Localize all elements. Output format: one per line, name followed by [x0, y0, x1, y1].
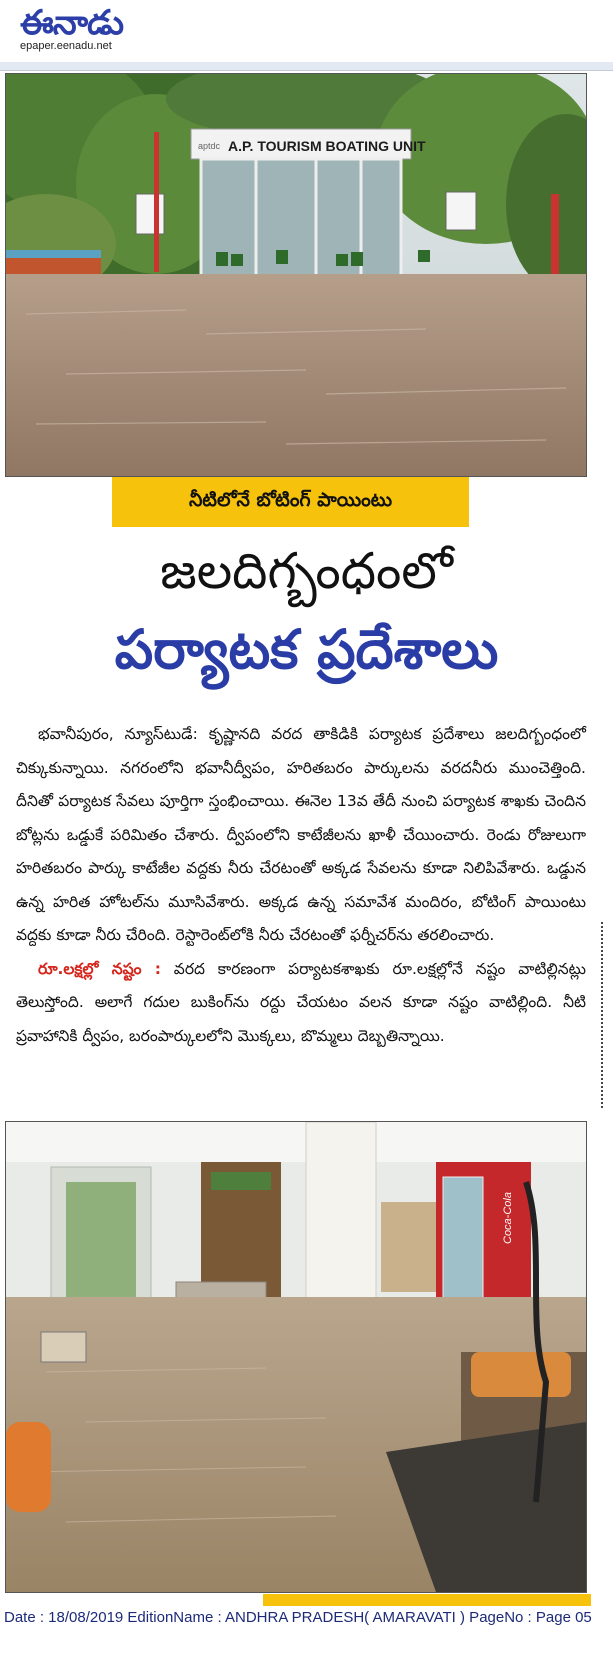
article-paragraph-2	[16, 953, 586, 1054]
headline-line-2: పర్యాటక ప్రదేశాలు	[114, 618, 499, 681]
photo-caption-box	[112, 477, 469, 527]
page-footer: Date : 18/08/2019 EditionName : ANDHRA PRADESH( AMARAVATI ) PageNo : Page 05	[4, 1609, 592, 1626]
loss-subhead: రూ.లక్షల్లో నష్టం :	[38, 959, 161, 978]
bottom-accent-bar	[263, 1594, 591, 1606]
masthead	[20, 4, 140, 60]
article-body	[16, 718, 586, 1053]
flooded-boating-unit-photo	[5, 73, 587, 477]
aptdc-sign-logo: aptdc	[198, 141, 221, 151]
photo-caption: నీటిలోనే బోటింగ్ పాయింటు	[188, 488, 393, 511]
article-paragraph-2-text: వరద కారణంగా పర్యాటకశాఖకు రూ.లక్షల్లోనే నష్టం వాటిల్లినట్లు తెలుస్తోంది. అలాగే గదుల బుకింగ్‌ను రద్దు చేయటం వలన కూడా నష్టం వాటిల్లింది. నీటి ప్రవాహానికి ద్వీపం, బరంపార్కులలోని మొక్కలు, బొమ్మలు దెబ్బతిన్నాయి.	[16, 959, 586, 1045]
epaper-url[interactable]: epaper.eenadu.net	[20, 40, 112, 52]
coca-cola-label: Coca-Cola	[502, 1192, 514, 1244]
boating-unit-sign: A.P. TOURISM BOATING UNIT	[228, 138, 426, 154]
flooded-restaurant-photo	[5, 1121, 587, 1593]
eenadu-logo[interactable]: ఈనాడు	[20, 3, 124, 43]
header-rule	[0, 62, 613, 71]
article-paragraph-1: భవానీపురం, న్యూస్‌టుడే: కృష్ణానది వరద తాకిడికి పర్యాటక ప్రదేశాలు జలదిగ్బంధంలో చిక్కుకున్నాయి. నగరంలోని భవానీద్వీపం, హరితబరం పార్కులను వరదనీరు ముంచెత్తింది. దీనితో పర్యాటక సేవలు పూర్తిగా స్తంభించాయి. ఈనెల 13వ తేదీ నుంచి పర్యాటక శాఖకు చెందిన బోట్లను ఒడ్డుకే పరిమితం చేశారు. ద్వీపంలోని కాటేజీలను ఖాళీ చేయించారు. రెండు రోజులుగా హరితబరం పార్కు కాటేజీల వద్దకు నీరు చేరటంతో అక్కడ సేవలను కూడా నిలిపివేశారు. ఒడ్డున ఉన్న హరిత హోటల్‌ను మూసివేశారు. అక్కడ ఉన్న సమావేశ మందిరం, బోటింగ్ పాయింటు వద్దకు కూడా నీరు చేరింది. రెస్టారెంట్‌లోకి నీరు చేరటంతో ఫర్నీచర్‌ను తరలించారు.	[16, 725, 586, 944]
headline-line-1: జలదిగ్బంధంలో	[160, 542, 453, 600]
column-divider	[601, 922, 603, 1108]
